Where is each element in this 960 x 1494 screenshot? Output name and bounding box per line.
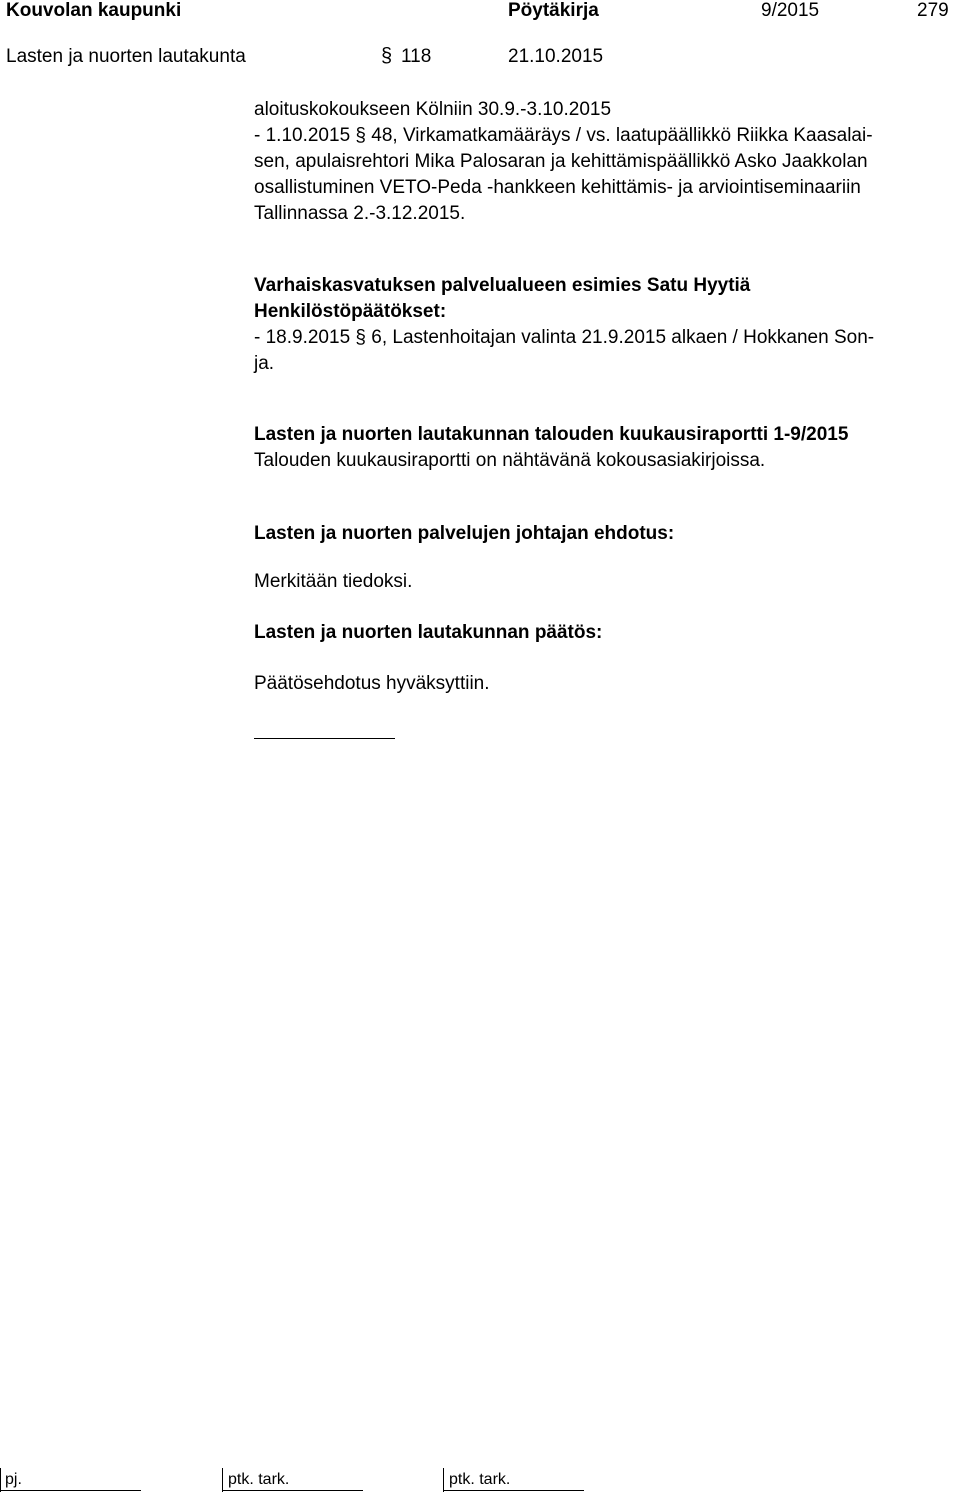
body-text-line: osallistuminen VETO-Peda -hankkeen kehittämis- ja arviointiseminaariin: [254, 177, 861, 198]
subheading: Varhaiskasvatuksen palvelualueen esimies Satu Hyytiä: [254, 275, 751, 296]
section-symbol: §: [355, 125, 366, 146]
body-text-line: Talouden kuukausiraportti on nähtävänä kokousasiakirjoissa.: [254, 450, 766, 471]
meeting-date: 21.10.2015: [508, 46, 604, 67]
body-text-fragment: - 18.9.2015: [254, 327, 351, 348]
body-text-line: sen, apulaisrehtori Mika Palosaran ja kehittämispäällikkö Asko Jaakkolan: [254, 151, 868, 172]
end-rule: [254, 738, 395, 739]
organization-name: Kouvolan kaupunki: [6, 0, 182, 21]
body-text-line: ja.: [254, 353, 275, 374]
checker2-signature-label: ptk. tark.: [449, 1471, 511, 1488]
proposal-heading: Lasten ja nuorten palvelujen johtajan ehdotus:: [254, 523, 675, 544]
subheading: Henkilöstöpäätökset:: [254, 301, 447, 322]
subheading: Lasten ja nuorten lautakunnan talouden kuukausiraportti 1-9/2015: [254, 424, 849, 445]
proposal-text: Merkitään tiedoksi.: [254, 571, 413, 592]
decision-text: Päätösehdotus hyväksyttiin.: [254, 673, 490, 694]
body-text-line: Tallinnassa 2.-3.12.2015.: [254, 203, 466, 224]
chair-signature-line: [0, 1490, 141, 1491]
signature-tick: [443, 1468, 444, 1492]
body-text-fragment: - 1.10.2015: [254, 125, 351, 146]
signature-tick: [222, 1468, 223, 1492]
checker2-signature-line: [443, 1490, 584, 1491]
body-text-fragment: 6, Lastenhoitajan valinta 21.9.2015 alkaen / Hokkanen Son-: [371, 327, 875, 348]
body-text-line: aloituskokoukseen Kölniin 30.9.-3.10.2015: [254, 99, 612, 120]
page-number: 279: [917, 0, 949, 21]
committee-name: Lasten ja nuorten lautakunta: [6, 46, 246, 67]
body-text-line: [254, 123, 873, 149]
section-symbol: §: [381, 45, 393, 67]
body-text-line: [254, 325, 874, 351]
chair-signature-label: pj.: [5, 1471, 22, 1488]
checker1-signature-line: [222, 1490, 363, 1491]
decision-heading: Lasten ja nuorten lautakunnan päätös:: [254, 622, 603, 643]
document-type: Pöytäkirja: [508, 0, 599, 21]
issue-number: 9/2015: [761, 0, 820, 21]
section-symbol: §: [355, 327, 366, 348]
body-text-fragment: 48, Virkamatkamääräys / vs. laatupäällikkö Riikka Kaasalai-: [371, 125, 873, 146]
section-number: 118: [401, 46, 432, 67]
signature-tick: [0, 1468, 1, 1492]
checker1-signature-label: ptk. tark.: [228, 1471, 290, 1488]
